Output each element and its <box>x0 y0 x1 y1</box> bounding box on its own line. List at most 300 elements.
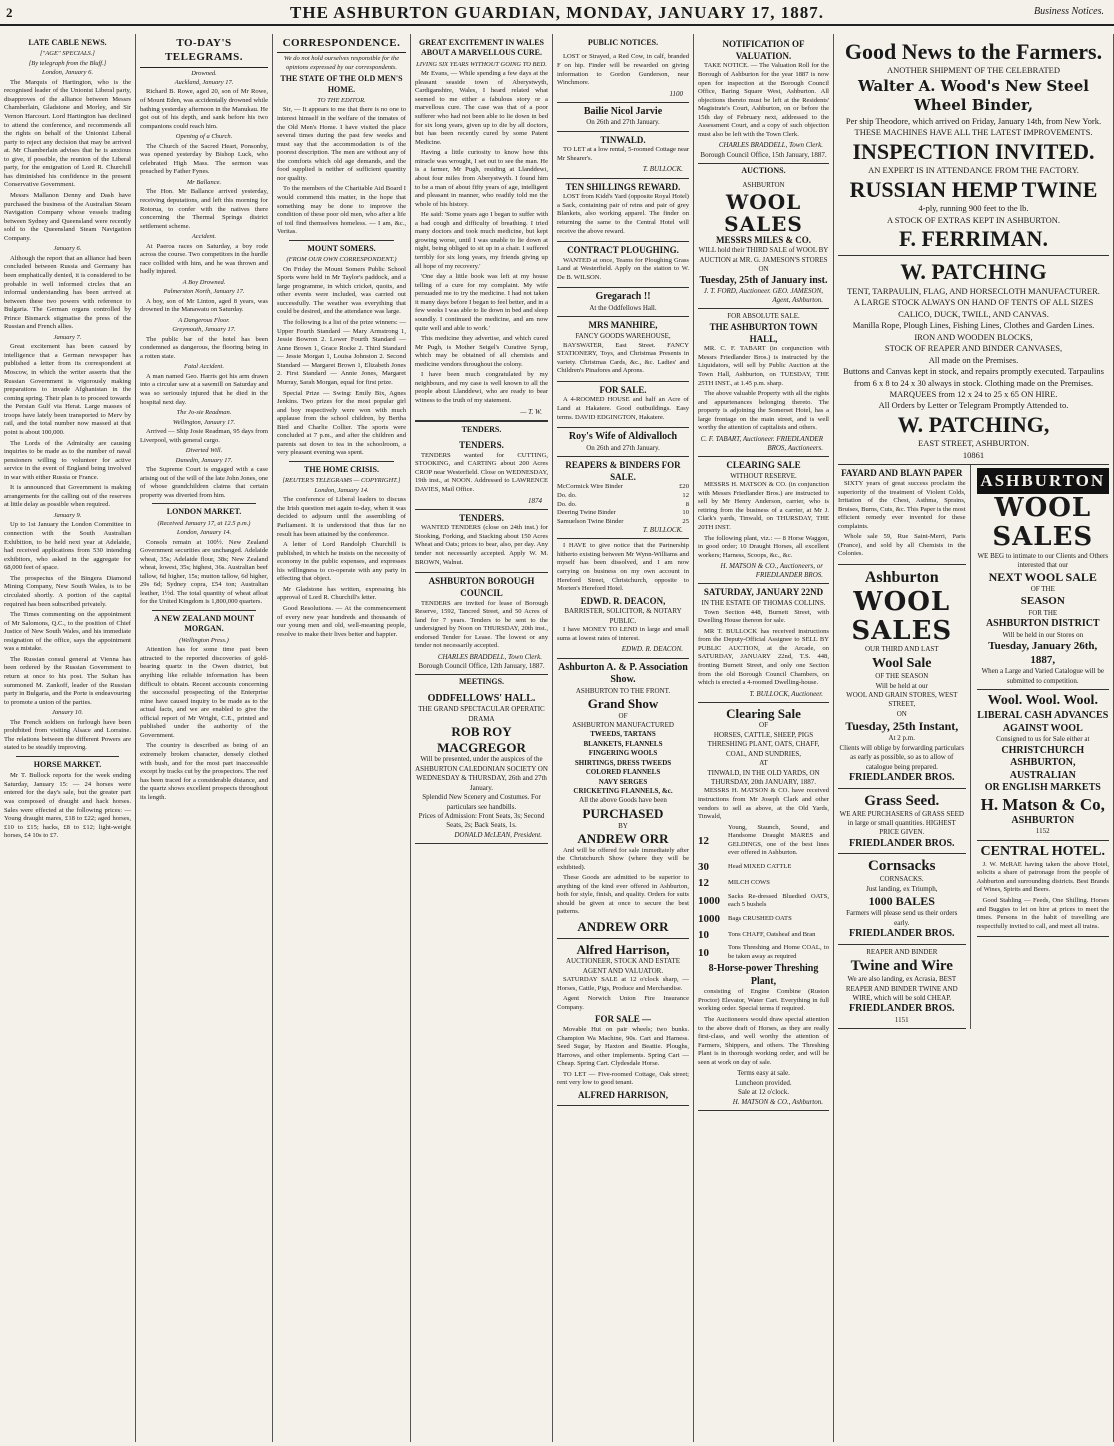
ad-text: All Orders by Letter or Telegram Promptly Attended to. <box>878 400 1069 411</box>
ad-dates: On 26th and 27th January. <box>586 118 660 127</box>
ad-title: Bailie Nicol Jarvie <box>583 105 663 117</box>
ad-text: All the above Goods have been <box>579 796 667 805</box>
ad-text: When a Large and Varied Catalogue will be submitted to competition. <box>981 667 1104 685</box>
article-paragraph: The Church of the Sacred Heart, Ponsonby, was opened yesterday by Bishop Luck, who celebrated High Mass. The sermon was preached by Father Fynes. <box>140 142 268 176</box>
article-paragraph: The following is a list of the prize winners: — Upper Fourth Standard — Mary Armstrong 1, Jessie Bowron 2. Lower Fourth Standard — Anne Brown 1, Grace Rocke 2. Third Standard — Jessie Morgan 1, Louisa Johnston 2. Second Standard — Margaret Brown 1, Elizabeth Jones 2. First Standard — Annie Jones, Margaret Murray, Sarah Morgan, equal for first prize. <box>277 319 406 386</box>
ad-date: Borough Council Office, 15th January, 1887. <box>700 150 827 159</box>
ad-text: MESSRS H. MATSON & CO. (in conjunction with Messrs Friedlander Bros.) are instructed to sell by Mr Henry Anderson, carrier, who is retiring from the business of a carrier, at Mr J. Clark's yards, Tinwald, on THURSDAY, THE 20TH INST. <box>698 481 829 532</box>
column-cable-news <box>0 34 136 1442</box>
ad-headline: 1000 BALES <box>868 894 935 909</box>
stock-description: Tons Threshing and Home COAL, to be taken away as required <box>728 944 829 960</box>
column-story-tenders <box>411 34 553 1442</box>
subheading: Mr Ballance. <box>186 178 222 186</box>
subheading: The Jo-sie Readman. <box>176 409 232 417</box>
ad-text: Will be held in our Stores on <box>1002 630 1084 639</box>
page-number: 2 <box>6 5 13 20</box>
ad-text: OUR THIRD AND LAST <box>864 645 939 654</box>
credit: ["AGE" SPECIALS.] <box>40 50 95 58</box>
article-paragraph: The Hon. Mr Ballance arrived yesterday, receiving deputations, and left this morning for Rotorua, to confer with the natives there concerning the Thermal Springs district settlement scheme. <box>140 188 268 230</box>
merchant-name: ANDREW ORR <box>577 919 669 935</box>
ad-reference: 1151 <box>894 1015 909 1024</box>
clearing-ad <box>698 457 829 584</box>
binder-name: Do. do. <box>557 492 577 500</box>
column-telegrams <box>136 34 273 1442</box>
stock-quantity: 30 <box>698 860 709 873</box>
ad-headline: WOOL SALES <box>851 587 953 646</box>
article-paragraph: Messrs Mallanon Denny and Dash have purchased the business of the Australian Steam Navigation Company whose vessels trading between Sydney and Queensland were recently sold to the Queensland Steam Navigation Company. <box>4 192 131 242</box>
section-heading: A NEW ZEALAND MOUNT MORGAN. <box>153 614 255 634</box>
ad-text: WE ARE PURCHASERS of GRASS SEED in large or small quantities. HIGHEST PRICE GIVEN. <box>839 809 964 837</box>
divider <box>16 756 119 757</box>
stock-description: MILCH COWS <box>728 879 770 887</box>
dateline: January 9. <box>53 512 82 520</box>
article-paragraph: Mr T. Bullock reports for the week ending Saturday, January 15: — 24 horses were entered for the day's sale, but the greater part was composed of draught and hack horses. Sales were effected at the following prices: — Young draught mares, £18 to £22; aged horses, £10 to £15; hacks, £8 to £12; light-weight horses, £4 10s to £7. <box>4 772 131 840</box>
dateline: January 7. <box>53 333 82 341</box>
ad-subtitle: IN THE ESTATE OF THOMAS COLLINS. <box>701 599 826 608</box>
stock-description: Young, Staunch, Sound, and Handsome Draught MARES and GELDINGS, one of the best lines ever offered in Ashburton. <box>728 823 829 857</box>
ad-text: TO LET at a low rental, 5-roomed Cottage near Mr Shearer's. <box>557 146 689 162</box>
stock-row <box>698 860 829 874</box>
column-correspondence <box>273 34 411 1442</box>
divider <box>289 240 394 241</box>
ad-text: All made on the Premises. <box>928 354 1019 365</box>
tender-ad <box>415 510 548 574</box>
ad-text: consisting of Engine Combine (Ruston Proctor) Elevator, Water Cart. Everything in full working order. Special terms if required. <box>698 988 829 1013</box>
article-paragraph: Arrived — Ship Josie Readman, 95 days from Liverpool, with general cargo. <box>140 428 268 444</box>
dateline: Dunedin, January 17. <box>175 456 233 464</box>
article-paragraph: The Marquis of Hartington, who is the recognised leader of the Unionist Liberal party, disapproves of the alliance between Messrs Chamberlain, Gladstone and Morley, and Sir Vernon Harcourt. Lord Hartington has declined to attend the conference, and recommends all the rights on behalf of the Unionist Liberal party to reject any decision that may be arrived at. Mr Chamberlain advises that he is anxious to give, if possible, the reunion of the Liberal party, for the emigration of Lord R. Churchill has diminished his confidence in the present Conservative Government. <box>4 78 131 189</box>
binder-price: 12 <box>682 492 689 500</box>
valuation-notice <box>698 36 829 164</box>
let-ad <box>557 132 689 179</box>
ad-text: Per ship Theodore, which arrived on Friday, January 14th, from New York. <box>845 115 1102 126</box>
binder-row <box>557 483 689 492</box>
ad-text: REAPER AND BINDER <box>866 947 938 956</box>
ad-text: Luncheon provided. <box>735 1078 792 1087</box>
stock-quantity: 12 <box>698 877 709 890</box>
section-heading: HORSE MARKET. <box>33 759 102 769</box>
ad-text: TENDERS are invited for lease of Borough Reserve, 1592, Tancred Street, and 50 Acres of land for 7 years. Tenders to be sent to the undersigned by Noon on THURSDAY, 20th inst., endorsed Tender for Lease. The lowest or any tender not necessarily accepted. <box>415 599 548 650</box>
ad-title: FOR SALE — <box>594 1014 651 1025</box>
article-paragraph: The public bar of the hotel has been condemned as dangerous, the flooring being in a rotten state. <box>140 335 268 360</box>
ad-signature: J. T. FORD, Auctioneer. GEO. JAMESON, Agent, Ashburton. <box>703 287 823 305</box>
article-paragraph: The French soldiers on furlough have been prohibited from visiting Alsace and Lorraine. The relations between the different Powers are stated to be steadily improving. <box>4 718 131 752</box>
stock-quantity: 12 <box>698 834 709 847</box>
ad-signature: FRIEDLANDER BROS. <box>848 772 955 784</box>
ad-reference: 1874 <box>528 496 542 505</box>
ad-title: NOTIFICATION OF VALUATION. <box>722 39 805 61</box>
binder-price: 8 <box>685 500 689 508</box>
section-label: Business Notices. <box>1034 6 1104 17</box>
ad-title: REAPERS & BINDERS FOR SALE. <box>565 460 681 482</box>
newspaper-title: THE ASHBURTON GUARDIAN, MONDAY, JANUARY 17, 1887. <box>290 3 824 22</box>
article-paragraph: A boy, son of Mr Linton, aged 8 years, was drowned in the Manawatu on Saturday. <box>140 297 268 314</box>
ad-text: LOST from Kidd's Yard (opposite Royal Hotel) a Sack, containing pair of reins and pair of grey Blankets, also working apparel. The finder on returning the same to the Central Hotel will receive the above reward. <box>557 193 689 235</box>
ad-banner: ASHBURTON <box>977 468 1109 494</box>
article-paragraph: Sir, — It appears to me that there is no one to interest himself in the welfare of the inmates of the Old Men's Home. I have visited the place several times during the past few weeks and must say that the accommodation is of the poorest description. The men are without any of the comforts which old age demands, and the food supplied is neither of sufficient quantity nor quality. <box>277 106 406 182</box>
stock-quantity: 1000 <box>698 912 720 925</box>
subheading: (FROM OUR OWN CORRESPONDENT.) <box>286 256 397 264</box>
stock-quantity: 10 <box>698 946 709 959</box>
ad-text: And will be offered for sale immediately after the Christchurch Show (where they will be exhibited). <box>557 846 689 871</box>
merchant-name: ANDREW ORR <box>577 830 669 846</box>
stock-row <box>698 876 829 890</box>
ad-subtitle: TENT, TARPAULIN, FLAG, AND HORSECLOTH MANUFACTURER. <box>847 285 1100 296</box>
drama-type: THE GRAND SPECTACULAR OPERATIC DRAMA <box>418 705 545 723</box>
cornsacks-ad <box>838 854 966 944</box>
wool-sales-ad-2 <box>838 565 966 789</box>
ad-headline: CENTRAL HOTEL. <box>980 843 1106 859</box>
show-ad <box>557 288 689 317</box>
binder-row <box>557 518 689 527</box>
ad-text: These Goods are admitted to be superior to anything of the kind ever offered in Ashburton, both for style, finish, and quality. Orders for suits should be given at once to secure the best patterns. <box>557 874 689 916</box>
subheading: Diverted Will. <box>185 447 223 455</box>
article-paragraph: The Supreme Court is engaged with a case arising out of the will of the late John Jones, one of whose grandchildren claims that certain property was diverted from him. <box>140 466 269 499</box>
ad-date: Borough Council Office, 12th January, 1887. <box>418 662 545 671</box>
shop-ad <box>557 317 689 381</box>
binder-row <box>557 501 689 510</box>
goods-item: TWEEDS, TARTANS <box>590 730 656 739</box>
ad-signature: FRIEDLANDER BROS. <box>848 928 955 940</box>
byline: [By telegraph from the Bluff.] <box>28 59 107 67</box>
stock-row <box>698 944 829 961</box>
article-paragraph: Richard B. Rowe, aged 20, son of Mr Rowe, of Mount Eden, was accidentally drowned while bathing yesterday afternoon in the Manukau. He got out of his depth, and sank before his two companions could reach him. <box>140 88 268 130</box>
article-paragraph: Up to 1st January the London Committee in connection with the South Australian Exhibition, to be held next year at Adelaide, had received applications from 530 intending exhibitors, who asked in the aggregate for 68,000 feet of space. <box>4 521 131 572</box>
section-heading: LATE CABLE NEWS. <box>28 38 107 47</box>
dateline: January 6. <box>53 245 82 253</box>
ad-signature: FRIEDLANDER BROS. <box>848 837 955 849</box>
ad-text: BY <box>618 821 628 830</box>
article-paragraph: The prospectus of the Bingera Diamond Mining Company, New South Wales, is to be circulated shortly. A portion of the capital required has been subscribed privately. <box>4 574 131 608</box>
ad-text: A STOCK OF EXTRAS KEPT IN ASHBURTON. <box>886 214 1061 225</box>
article-paragraph: Attention has for some time past been attracted to the reported discoveries of gold-bearing quartz in the Owen district, but anything like reliable information has been difficult to obtain. Recent accounts concerning the successful prospecting of the Enterprise mine have caused inquiry to be made as to the actual facts, and we are enabled to give the official report of Mr Wright, C.E., printed and published under the authority of the Government. <box>140 646 268 739</box>
ad-dates: On 26th and 27th January. <box>586 443 660 452</box>
section-heading: MEETINGS. <box>458 677 505 687</box>
section-heading: CORRESPONDENCE. <box>277 36 406 53</box>
ad-text: 4-ply, running 900 feet to the lb. <box>918 203 1029 214</box>
article-paragraph: Mr Gladstone has written, expressing his approval of Lord R. Churchill's letter. <box>277 585 406 602</box>
stock-row <box>698 912 829 926</box>
ad-text: At 2 p.m. <box>888 734 915 743</box>
article-paragraph: At Paeroa races on Saturday, a boy rode across the course. Two competitors in the hurdle race collided with him, and he was thrown and badly injured. <box>140 242 268 276</box>
goods-item: FINGERING WOOLS <box>588 749 658 758</box>
ad-headline: Clearing Sale <box>726 705 801 721</box>
ad-headline: 8-Horse-power Threshing Plant, <box>708 963 819 987</box>
ad-signature: C. F. TABART, Auctioneer. FRIEDLANDER BROS, Auctioneers. <box>700 434 823 453</box>
column-public-notices <box>553 34 694 1442</box>
townhall-ad <box>698 309 829 457</box>
ad-text: TINWALD, IN THE OLD YARDS, ON THURSDAY, 20th JANUARY, 1887. <box>707 768 820 786</box>
theatre-ad <box>415 690 548 844</box>
left-subcolumn <box>838 465 971 1029</box>
ad-text: OF <box>759 721 768 730</box>
grass-seed-ad <box>838 789 966 855</box>
ad-subtitle: ASHBURTON TO THE FRONT. <box>575 686 671 695</box>
article-paragraph: Consols remain at 100½. New Zealand Government securities are unchanged. Adelaide wheat, 35s; Adelaide flour, 38s; New Zealand wheat, lowest, 35s; highest, 36s. Australian beef tallow, 6d higher, 15s; mutton tallow, 6d higher, 29s 6d; Sydney copra, £54 ton; Australian leather, 1½d. The total quantity of wheat afloat for the United Kingdom is 1,800,000 quarters. <box>140 538 268 606</box>
subheading: (Received January 17, at 12.5 p.m.) <box>157 519 251 527</box>
article-paragraph: The Lords of the Admiralty are causing inquiries to be made as to the number of naval pensioners willing to volunteer for active service in the event of England being involved in war with either Russia or France. <box>4 439 131 481</box>
ad-text: I have MONEY TO LEND in large and small sums at lowest rates of interest. <box>557 626 689 642</box>
sale-date: Tuesday, 25th of January inst. <box>699 274 828 286</box>
ad-subtitle: BARRISTER, SOLICITOR, & NOTARY PUBLIC. <box>564 607 682 625</box>
goods-item: SHIRTINGS, DRESS TWEEDS <box>574 758 672 767</box>
ad-text: Manilla Rope, Plough Lines, Fishing Lines, Clothes and Garden Lines. <box>852 320 1095 331</box>
article-paragraph: To the members of the Charitable Aid Board I would commend this matter, in the hope that something may be done to improve the condition of these poor old men, who after a life of toil find themselves homeless. — I am, &c., Veritas. <box>277 185 406 236</box>
ad-text: Town Section 448, Burnett Street, with Dwelling House thereon for sale. <box>698 608 829 625</box>
ad-text: Will be held at our <box>875 681 928 690</box>
stock-description: Bags CRUSHED OATS <box>728 914 792 922</box>
ad-text: Will be presented, under the auspices of the ASHBURTON CALEDONIAN SOCIETY ON WEDNESDAY & THURSDAY, 26th and 27th January. <box>415 755 548 792</box>
ad-text: SATURDAY SALE at 12 o'clock sharp, — Horses, Cattle, Pigs, Produce and Merchandise. <box>557 976 689 992</box>
article-paragraph: 'One day a little book was left at my house telling of a cure for my complaint. My wife persuaded me to try the medicine. I had not taken it many days before I began to feel better, and in a few weeks I was able to lie down in bed and sleep soundly. I continued the medicine, and am now quite well and able to work.' <box>415 273 548 332</box>
ad-text: Splendid New Scenery and Costumes. For particulars see handbills. <box>422 793 541 811</box>
dateline: Palmerston North, January 17. <box>163 288 245 296</box>
ad-text: ANOTHER SHIPMENT OF THE CELEBRATED <box>887 65 1060 76</box>
stock-description: Tons CHAFF, Oatsheaf and Bran <box>728 930 816 938</box>
ad-text: AN EXPERT IS IN ATTENDANCE FROM THE FACTORY. <box>868 165 1079 176</box>
ad-title: CONTRACT PLOUGHING. <box>567 245 679 256</box>
ad-signature: T. BULLOCK. <box>642 165 683 174</box>
hotel-ad <box>977 841 1109 937</box>
ad-subtitle: AUCTIONEER, STOCK AND ESTATE AGENT AND VALUATOR. <box>565 957 681 975</box>
ad-title: MESSRS MILES & CO. <box>715 234 812 245</box>
goods-item: NAVY SERGES <box>598 777 648 786</box>
ad-text: AT <box>759 759 768 768</box>
subheading: Drowned. <box>191 69 217 77</box>
ad-text: SIXTY years of great success proclaim the superiority of the treatment of Violent Colds, Irritation of the Chest, Asthma, Sprains, Bruises, Burns, Cuts, &c. This Paper is the most efficient remedy ever invented for these complaints. <box>838 479 966 530</box>
column-auctions <box>694 34 834 1442</box>
ad-text: LOST or Strayed, a Red Cow, in calf, branded F on hip. Finder will be rewarded on giving information to Gordon Gunderson, near Winchmore. <box>557 53 689 87</box>
article-paragraph: This medicine they advertise, and which cured Mr Pugh, is Mother Seigel's Curative Syrup, which may be obtained of all chemists and medicine vendors throughout the colony. <box>415 335 548 368</box>
ad-signature: H. Matson & Co, <box>980 794 1105 814</box>
ad-subtitle: ASHBURTON <box>742 181 785 190</box>
ad-headline: Grand Show <box>587 695 659 711</box>
twine-ad <box>838 945 966 1030</box>
ad-headline: AGAINST WOOL <box>1002 722 1083 734</box>
ad-signature: CHARLES BRADDELL, Town Clerk. <box>718 141 823 150</box>
sale-ad <box>557 382 689 428</box>
ad-title: CLEARING SALE <box>726 460 801 471</box>
ad-text: MR. C. F. TABART (in conjunction with Messrs Friedlander Bros.) is instructed by the Liquidators, will sell by Public Auction at the Town Hall, Ashburton, on TUESDAY, THE 25TH INST., at 1.45 p.m. sharp. <box>698 345 829 387</box>
stock-description: Sacks Re-dressed Bluedied OATS, each 5 bushels <box>728 892 829 909</box>
binder-price-list <box>557 483 689 526</box>
article-paragraph: The Times commenting on the appointment of Mr Salomons, Q.C., to the position of Chief Justice of New South Wales, and his immediate resignation of the office, says the appointment was a mistake. <box>4 611 131 653</box>
stock-row <box>698 928 829 942</box>
binder-name: Samuelson Twine Binder <box>557 517 624 525</box>
ad-text: Good Stabling — Feeds, One Shilling. Horses and Buggies to let on hire at prices to meet the times. Persons in the habit of travelling are respectfully invited to call, and meet all trains. <box>976 896 1109 930</box>
orr-ad <box>557 659 689 939</box>
ad-text: WANTED at once, Teams for Ploughing Grass Land at Westerfield. Apply on the station to W. De B. WILSON. <box>557 256 689 281</box>
column-business-ads <box>834 34 1114 1442</box>
story-subtitle: LIVING SIX YEARS WITHOUT GOING TO BED. <box>416 60 547 68</box>
ad-text: HORSES, CATTLE, SHEEP, PIGS THRESHING PLANT, OATS, CHAFF, COAL, AND SUNDRIES, <box>707 730 820 758</box>
divider <box>415 420 548 422</box>
ad-text: TO LET — Five-roomed Cottage, Oak street; rent very low to good tenant. <box>557 1070 689 1087</box>
divider <box>289 461 394 462</box>
ad-title: TENDERS. <box>459 512 504 523</box>
dateline: London, January 14. <box>176 529 232 537</box>
right-subcolumn <box>977 465 1109 1029</box>
letter-title: THE STATE OF THE OLD MEN'S HOME. <box>280 74 403 94</box>
tender-ad <box>415 437 548 510</box>
ad-headline: WOOL SALES <box>992 493 1094 552</box>
ad-text: ASHBURTON DISTRICT <box>985 618 1100 630</box>
ad-title: Gregarach !! <box>595 291 651 303</box>
show-ad <box>557 428 689 457</box>
ad-headline: RUSSIAN HEMP TWINE <box>849 176 1098 202</box>
stock-row <box>698 824 829 858</box>
goods-item: COLORED FLANNELS <box>585 768 661 777</box>
ad-text: Consigned to us for Sale either at <box>996 735 1090 744</box>
ad-signature: FRIEDLANDER BROS. <box>848 1003 955 1015</box>
binders-ad <box>557 457 689 539</box>
article-paragraph: On Friday the Mount Somers Public School Sports were held in Mr Taylor's paddock, and a large programme, in which cricket, quoits, and other events were included, was carried out successfully. The weather was everything that could be desired, and the attendance was large. <box>277 265 406 316</box>
sale-date: Tuesday, January 26th, 1887, <box>988 639 1098 666</box>
ad-text: Sale at 12 o'clock. <box>737 1088 790 1097</box>
dateline: Auckland, January 17. <box>174 79 234 87</box>
ad-text: MESSRS H. MATSON & CO. have received instructions from Mr Joseph Clark and other vendors to sell as above, at the Old Yards, Tinwald, <box>698 787 829 821</box>
binder-row <box>557 492 689 501</box>
ad-signature: ALFRED HARRISON, <box>577 1089 668 1100</box>
ad-signature: H. MATSON & CO., Auctioneers, or FRIEDLANDER BROS. <box>720 562 823 580</box>
estate-ad <box>698 584 829 702</box>
ad-title: SATURDAY, JANUARY 22ND <box>703 587 824 598</box>
ad-text: STOCK OF REAPER AND BINDER CANVASES, <box>884 343 1063 354</box>
story-signature: — T. W. <box>520 407 542 416</box>
article-paragraph: Having a little curiosity to know how this miracle was wrought, I set out to see the man. He is a farmer, Mr Pugh, residing at Llanddewi, about four miles from Aberystwyth. I found him to be a man of about fifty years of age, intelligent and pleasant in manner, who readily told me the whole of his history. <box>415 149 548 208</box>
ad-text: Movable Hut on pair wheels; two bunks. Champion Wa Machine, 90s. Cart and Harness. Seed Sugar, by Haxton and Beattie. Ploughs, Harrows, and other implements. Spring Cart — Cheap. Spring Cart. Clydesdale Horse. <box>557 1026 689 1068</box>
ad-headline: Good News to the Farmers. <box>844 39 1103 64</box>
article-paragraph: A man named Geo. Harris got his arm drawn into a circular saw at a sawmill on Saturday and was so seriously injured that he died in the hospital next day. <box>140 372 268 406</box>
auctioneer-ad <box>557 939 689 1106</box>
article-paragraph: Special Prize — Swing: Emily Bix, Agnes Jenkins. Two prizes for the most popular girl and boy respectively were won with much applause from the school children, by Bertha Bird and Charlie Collier. The sports were concluded at 7 p.m., and after the children and parents sat down to tea in the schoolroom, a very pleasant evening was spent. <box>277 389 406 457</box>
ad-text: MARQUEES from 12 x 24 to 25 x 65 ON HIRE. <box>889 388 1058 399</box>
ad-headline: LIBERAL CASH ADVANCES <box>977 710 1109 722</box>
ad-text: Whole sale 59, Rue Saint-Merri, Paris (France), and sold by all Chemists in the Colonies. <box>838 533 966 558</box>
ad-text: A 4-ROOMED HOUSE and half an Acre of Land at Hakatere. Good outbuildings. Easy terms. DAVID EDGINGTON, Hakatere. <box>557 396 689 421</box>
drama-title: ROB ROY MACGREGOR <box>437 724 526 755</box>
show-ad <box>557 103 689 132</box>
section-heading: LONDON MARKET. <box>166 507 242 517</box>
subheading: [REUTER'S TELEGRAMS — COPYRIGHT.] <box>282 477 401 485</box>
ad-reference: 1152 <box>1035 827 1050 836</box>
ad-signature: F. FERRIMAN. <box>899 225 1048 251</box>
ad-text: Farmers will please send us their orders early. <box>846 909 958 927</box>
wool-sales-ad-1 <box>977 465 1109 690</box>
binder-ad <box>838 36 1109 256</box>
ad-headline: Wool Sale <box>872 655 932 671</box>
section-heading: PUBLIC NOTICES. <box>587 38 659 47</box>
letter-addressee: TO THE EDITOR. <box>317 96 366 104</box>
ad-text: WILL hold their THIRD SALE of WOOL BY AUCTION at MR. G. JAMESON'S STORES ON <box>698 246 829 274</box>
stock-description: Head MIXED CATTLE <box>728 862 792 870</box>
ad-title: TENDERS. <box>459 440 504 451</box>
council-ad <box>415 573 548 675</box>
goods-list <box>557 730 689 796</box>
ad-text: The following plant, viz.: — 8 Horse Waggon, in good order; 10 Draught Horses, all excellent workers; Harness, Scoops, &c., &c. <box>698 534 829 559</box>
dateline: Wellington, January 17. <box>172 418 236 426</box>
article-paragraph: Good Resolutions. — At the commencement of every new year hundreds and thousands of our young men and old, well-meaning people, resolve to make their lives better and happier. <box>277 605 406 638</box>
reward-ad <box>557 179 689 243</box>
ad-signature: T. BULLOCK. <box>642 526 683 535</box>
stock-row <box>698 893 829 910</box>
admission-prices: Prices of Admission: Front Seats, 3s; Second Seats, 2s; Back Seats, 1s. <box>418 812 545 830</box>
market-name: CHRISTCHURCH <box>1001 744 1085 756</box>
section-heading: TO-DAY'S TELEGRAMS. <box>140 36 268 68</box>
ad-text: OF THE SEASON <box>875 672 929 681</box>
ad-headline: NEXT WOOL SALE <box>988 570 1097 585</box>
story-title: GREAT EXCITEMENT IN WALES ABOUT A MARVELLOUS CURE. <box>419 38 544 58</box>
ad-text: WANTED TENDERS (close on 24th inst.) for Stooking, Forking, and Stacking about 150 Acres Wheat and Oats; prices to bear, also, per day. Any tender not necessarily accepted. Apply W. M. BROWN, Walnut. <box>415 524 548 566</box>
article-paragraph: Mr Evans, — While spending a few days at the pleasant seaside town of Aberystwyth, Cardiganshire, Wales, I heard related what seemed to me either a fabulous story or a marvellous cure. The case was that of a poor sufferer who had not been able to lie down in bed for six long years, given up to die by all doctors, but has been recently cured by some Patent Medicine. <box>415 70 548 146</box>
ad-title: TINWALD. <box>600 134 646 145</box>
subheading: (Wellington Press.) <box>179 636 229 644</box>
stock-list <box>698 824 829 962</box>
ad-title: MRS MANHIRE, <box>588 320 658 331</box>
dateline: January 10. <box>51 709 84 717</box>
ad-text: We are also landing, ex Acrasia, BEST REAPER AND BINDER TWINE AND WIRE, which will be sold CHEAP. <box>845 975 958 1002</box>
article-paragraph: It is announced that Government is making arrangements for the calling out of the reserves at little delay as possible when required. <box>4 484 131 509</box>
ad-headline: PURCHASED <box>582 805 664 821</box>
clearing-sale-ad <box>698 703 829 1111</box>
stock-quantity: 1000 <box>698 894 720 907</box>
ad-text: ASHBURTON MANUFACTURED <box>572 720 674 729</box>
subheading: Fatal Accident. <box>184 363 224 371</box>
ad-text: CORNSACKS. <box>879 875 924 884</box>
ad-text: SEASON <box>1020 594 1065 607</box>
binder-price: 25 <box>682 517 689 525</box>
patching-ad <box>838 256 1109 465</box>
dateline: London, January 14. <box>314 486 369 494</box>
article-paragraph: The country is described as being of an extremely broken character, densely clothed with bush, and for the most part inaccessible except by tracks cut by the prospectors. The reef has been traced for a considerable distance, and the quartz shows excellent prospects throughout its length. <box>140 742 268 801</box>
ad-subtitle: FANCY GOODS WAREHOUSE, <box>575 332 671 341</box>
ad-text: I HAVE to give notice that the Partnership hitherto existing between Mr Wynn-Williams and myself has been dissolved, and I am now carrying on business on my own account in Hereford Street, Christchurch, opposite to Morten's Hereford Hotel. <box>557 542 689 593</box>
solicitor-ad <box>557 539 689 658</box>
ad-subtitle: FOR ABSOLUTE SALE. <box>727 312 800 321</box>
article-paragraph: A letter of Lord Randolph Churchill is published, in which he insists on the necessity of economy in the public expenses, and expresses his willingness to co-operate with any party in effecting that object. <box>277 541 406 583</box>
fayard-ad <box>838 465 966 565</box>
ad-title: THE ASHBURTON TOWN HALL, <box>709 321 818 344</box>
notice-ad <box>557 50 689 102</box>
ad-text: J. W. McRAE having taken the above Hotel, solicits a share of patronage from the people of Ashburton and surrounding districts. Best Brands of Wines, Spirits and Beers. <box>976 860 1109 894</box>
ad-subtitle: Ashburton <box>864 569 939 586</box>
stock-quantity: 10 <box>698 928 709 941</box>
ad-text: Buttons and Canvas kept in stock, and repairs promptly executed. Tarpaulins from 6 x 8 to 24 x 30 always in stock. Clothing made on the Premises. <box>843 366 1104 388</box>
binder-name: Deering Twine Binder <box>557 509 616 517</box>
article-paragraph: The conference of Liberal leaders to discuss the Irish question met again to-day, when it was decided to adjourn until the assembling of Parliament. It is understood that thus far no result has been attained by the conference. <box>277 496 406 538</box>
ad-reference: 10861 <box>962 449 985 460</box>
ad-text: FOR THE <box>1028 608 1058 617</box>
ad-headline: Twine and Wire <box>850 958 953 975</box>
subheading: Opening of a Church. <box>175 133 233 141</box>
ad-text: Just landing, ex Triumph, <box>866 884 938 893</box>
ad-title: EDWD. R. DEACON, <box>580 595 666 606</box>
ad-text: Terms easy at sale. <box>737 1069 790 1078</box>
section-heading: THE HOME CRISIS. <box>304 465 379 475</box>
ad-text: OF THE <box>1030 585 1055 594</box>
ad-text: BAYSWATER, East Street. FANCY STATIONERY, Toys, and Christmas Presents in variety. Christmas Cards, &c., &c. Ladies' and Children's Pinafores and Aprons. <box>557 341 689 375</box>
goods-item: BLANKETS, FLANNELS <box>583 739 663 748</box>
ad-headline: Cornsacks <box>868 858 936 875</box>
section-heading: MOUNT SOMERS. <box>307 243 376 253</box>
ad-text: Clients will oblige by forwarding particulars as early as possible, so as to allow of catalogue being prepared. <box>839 743 965 771</box>
ad-text: ON <box>896 709 907 718</box>
ad-title: Walter A. Wood's New Steel Wheel Binder, <box>858 76 1089 115</box>
article-paragraph: I have been much congratulated by my neighbours, and my case is well known to all the people about Llanddewi, who are ready to bear witness to the truth of my statement. <box>415 371 548 405</box>
binder-name: Do. do. <box>557 500 577 508</box>
ad-text: WE BEG to intimate to our Clients and Others interested that our <box>977 551 1109 569</box>
ad-title: Roy's Wife of Aldivalloch <box>568 431 678 443</box>
